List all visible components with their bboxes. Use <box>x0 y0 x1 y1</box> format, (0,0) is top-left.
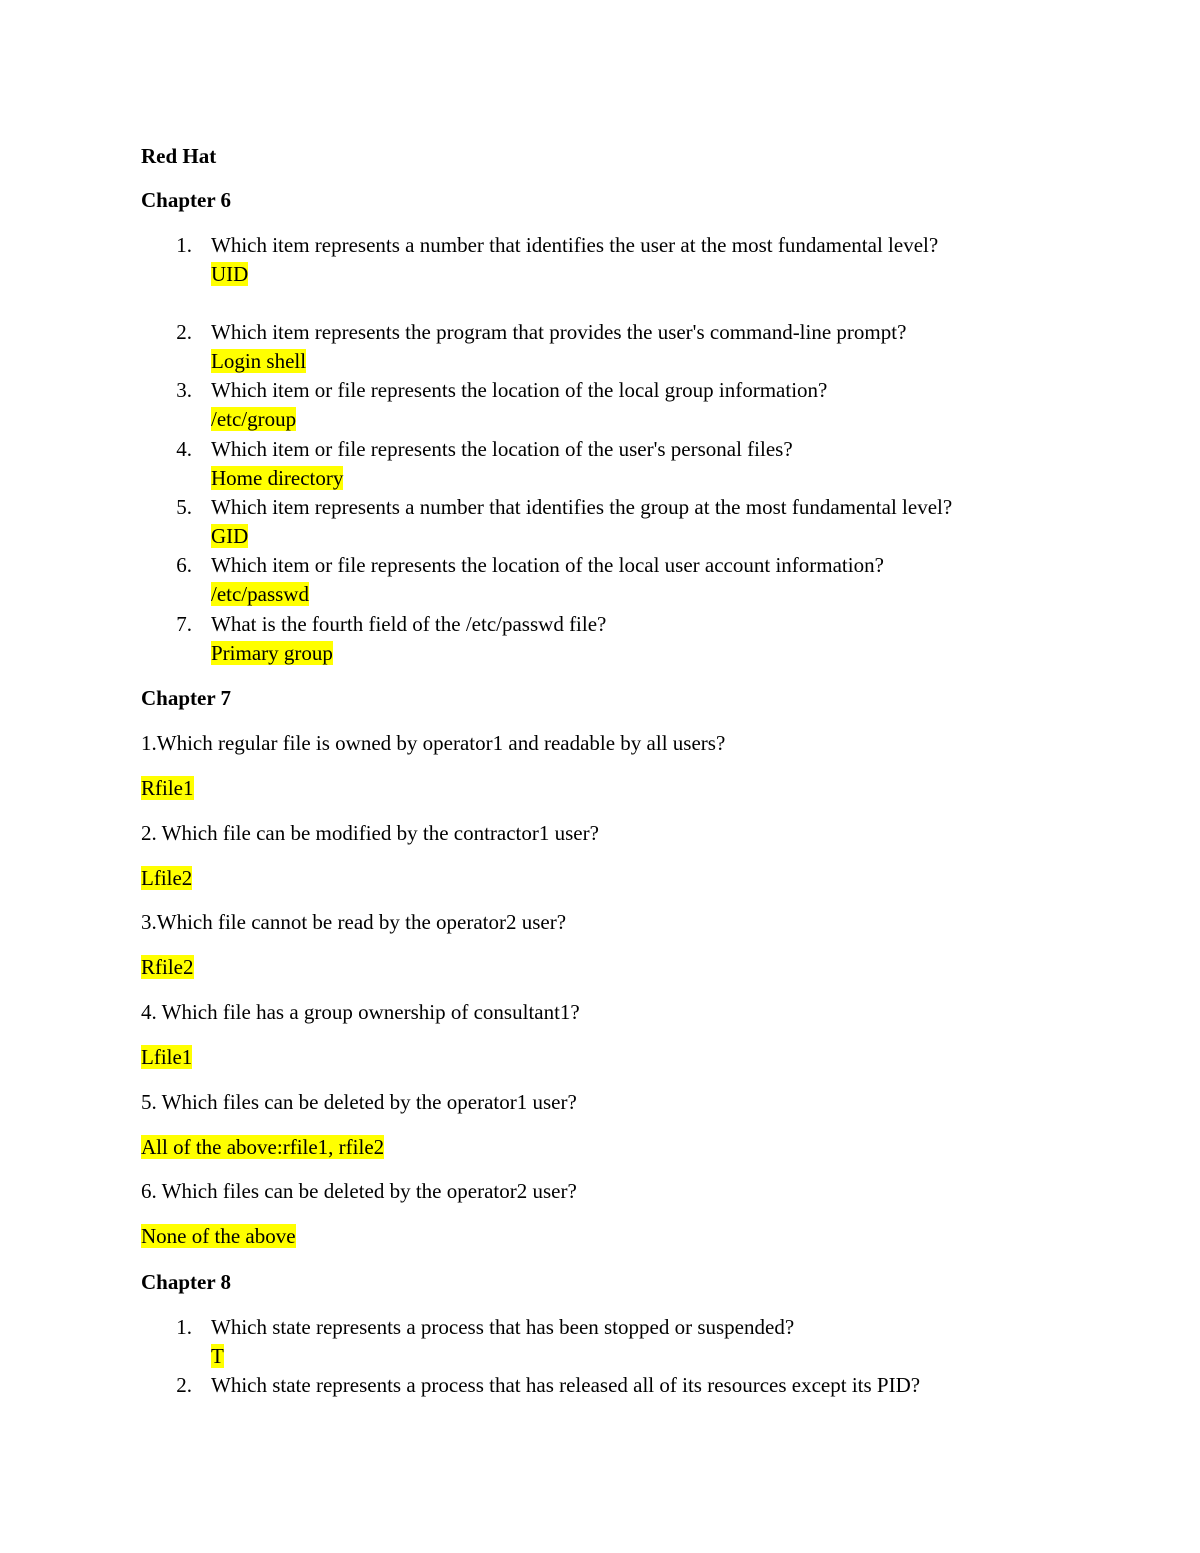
answer-highlight: Lfile1 <box>141 1045 193 1069</box>
question-text: 6. Which files can be deleted by the operator2 user? <box>141 1179 577 1203</box>
question-text: 2. Which file can be modified by the contractor1 user? <box>141 821 599 845</box>
list-item-number: 1. <box>176 1315 192 1339</box>
question-text: Which item represents a number that identifies the user at the most fundamental level? <box>211 233 939 257</box>
list-item-number: 3. <box>176 378 192 402</box>
question-text: Which item or file represents the location of the local user account information? <box>211 553 884 577</box>
answer-highlight: None of the above <box>141 1224 296 1248</box>
answer-highlight: /etc/group <box>211 407 297 431</box>
question-text: 3.Which file cannot be read by the operator2 user? <box>141 910 567 934</box>
answer-highlight: T <box>211 1344 224 1368</box>
question-text: 4. Which file has a group ownership of consultant1? <box>141 1000 580 1024</box>
question-text: 5. Which files can be deleted by the operator1 user? <box>141 1090 577 1114</box>
question-text: Which state represents a process that has released all of its resources except its PID? <box>211 1373 921 1397</box>
document-title: Red Hat <box>141 144 217 168</box>
list-item-number: 5. <box>176 495 192 519</box>
chapter-6-heading: Chapter 6 <box>141 188 232 212</box>
question-text: Which state represents a process that has been stopped or suspended? <box>211 1315 795 1339</box>
chapter-7-heading: Chapter 7 <box>141 686 232 710</box>
question-text: Which item or file represents the location of the local group information? <box>211 378 828 402</box>
question-text: What is the fourth field of the /etc/passwd file? <box>211 612 607 636</box>
list-item-number: 6. <box>176 553 192 577</box>
list-item-number: 2. <box>176 1373 192 1397</box>
answer-highlight: Rfile2 <box>141 955 194 979</box>
answer-highlight: Rfile1 <box>141 776 194 800</box>
answer-highlight: All of the above:rfile1, rfile2 <box>141 1135 385 1159</box>
list-item-number: 7. <box>176 612 192 636</box>
list-item-number: 4. <box>176 437 192 461</box>
answer-highlight: Login shell <box>211 349 307 373</box>
chapter-8-heading: Chapter 8 <box>141 1270 232 1294</box>
answer-highlight: UID <box>211 262 249 286</box>
question-text: Which item represents the program that provides the user's command-line prompt? <box>211 320 907 344</box>
answer-highlight: GID <box>211 524 249 548</box>
question-text: Which item or file represents the location of the user's personal files? <box>211 437 793 461</box>
list-item-number: 2. <box>176 320 192 344</box>
question-text: 1.Which regular file is owned by operator1 and readable by all users? <box>141 731 726 755</box>
question-text: Which item represents a number that identifies the group at the most fundamental level? <box>211 495 953 519</box>
answer-highlight: Primary group <box>211 641 333 665</box>
answer-highlight: /etc/passwd <box>211 582 309 606</box>
answer-highlight: Lfile2 <box>141 866 193 890</box>
list-item-number: 1. <box>176 233 192 257</box>
answer-highlight: Home directory <box>211 466 344 490</box>
